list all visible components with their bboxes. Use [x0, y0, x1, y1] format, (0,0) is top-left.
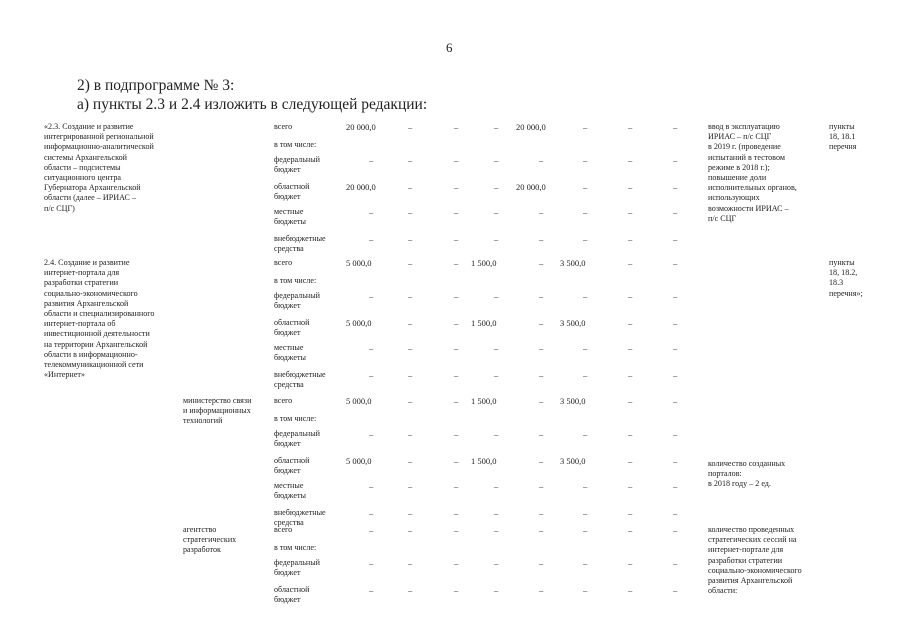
dash-cell: –: [673, 558, 678, 568]
dash-cell: –: [454, 558, 459, 568]
dash-cell: –: [628, 429, 633, 439]
dash-cell: –: [583, 429, 588, 439]
dash-cell: –: [539, 456, 544, 466]
dash-cell: –: [494, 207, 499, 217]
dash-cell: –: [454, 155, 459, 165]
dash-cell: –: [539, 318, 544, 328]
dash-cell: –: [583, 508, 588, 518]
funding-label-federal: бюджет: [274, 568, 301, 578]
funding-value: 5 000,0: [346, 318, 372, 328]
item-2-3-result: п/с СЦГ: [708, 213, 737, 223]
funding-label-oblast: областной: [274, 182, 310, 191]
dash-cell: –: [583, 155, 588, 165]
agency-result: разработки стратегии: [708, 555, 783, 565]
dash-cell: –: [408, 396, 413, 406]
funding-value: 1 500,0: [471, 318, 497, 328]
dash-cell: –: [583, 558, 588, 568]
item-2-3-name: Губернатора Архангельской: [44, 183, 141, 193]
dash-cell: –: [583, 343, 588, 353]
item-2-3-result: ИРИАС – п/с СЦГ: [708, 132, 772, 142]
funding-label-federal: федеральный: [274, 155, 320, 164]
funding-label-mestnye: бюджеты: [274, 491, 306, 501]
dash-cell: –: [673, 258, 678, 268]
dash-cell: –: [454, 429, 459, 439]
dash-cell: –: [408, 585, 413, 595]
item-2-3-ref: 18, 18.1: [829, 132, 856, 142]
funding-value: 5 000,0: [346, 396, 372, 406]
funding-label-federal: федеральный: [274, 429, 320, 438]
funding-label-mestnye: местные: [274, 207, 304, 216]
dash-cell: –: [454, 258, 459, 268]
dash-cell: –: [369, 481, 374, 491]
item-2-4-name: интернет-портала для: [44, 268, 120, 278]
dash-cell: –: [583, 207, 588, 217]
item-2-4-name: разработки стратегии: [44, 278, 119, 288]
dash-cell: –: [454, 481, 459, 491]
dash-cell: –: [494, 182, 499, 192]
item-2-4-name: инвестиционной деятельности: [44, 329, 150, 339]
dash-cell: –: [673, 585, 678, 595]
item-2-3-ref: перечня: [829, 142, 857, 152]
ministry-name: министерство связи: [183, 396, 252, 405]
funding-label-tom_chisle: в том числе:: [274, 543, 317, 552]
funding-label-tom_chisle: в том числе:: [274, 140, 317, 149]
funding-label-vneb: средства: [274, 518, 304, 528]
item-2-4-name: телекоммуникационной сети: [44, 360, 144, 369]
dash-cell: –: [454, 508, 459, 518]
dash-cell: –: [583, 481, 588, 491]
dash-cell: –: [408, 508, 413, 518]
agency-name: разработок: [183, 545, 221, 555]
dash-cell: –: [673, 155, 678, 165]
dash-cell: –: [628, 318, 633, 328]
item-2-4-name: «Интернет»: [44, 370, 85, 380]
funding-label-federal: бюджет: [274, 301, 301, 311]
dash-cell: –: [628, 291, 633, 301]
dash-cell: –: [673, 343, 678, 353]
dash-cell: –: [454, 343, 459, 353]
funding-label-oblast: бюджет: [274, 466, 301, 476]
dash-cell: –: [369, 429, 374, 439]
funding-label-vsego: всего: [274, 258, 293, 267]
item-2-3-name: информационно-аналитической: [44, 142, 154, 152]
funding-label-oblast: бюджет: [274, 595, 301, 605]
ministry-result: порталов:: [708, 469, 742, 479]
agency-result: области:: [708, 586, 738, 596]
dash-cell: –: [369, 207, 374, 217]
dash-cell: –: [539, 429, 544, 439]
dash-cell: –: [408, 558, 413, 568]
dash-cell: –: [408, 207, 413, 217]
item-2-4-name: области и специализированного: [44, 309, 155, 318]
dash-cell: –: [628, 508, 633, 518]
dash-cell: –: [454, 585, 459, 595]
funding-label-vsego: всего: [274, 525, 293, 534]
dash-cell: –: [494, 585, 499, 595]
dash-cell: –: [494, 343, 499, 353]
item-2-4-name: 2.4. Создание и развитие: [44, 258, 130, 267]
dash-cell: –: [408, 525, 413, 535]
dash-cell: –: [369, 585, 374, 595]
dash-cell: –: [494, 429, 499, 439]
item-2-3-result: возможности ИРИАС –: [708, 203, 789, 213]
funding-label-mestnye: местные: [274, 343, 304, 352]
dash-cell: –: [673, 182, 678, 192]
dash-cell: –: [583, 234, 588, 244]
dash-cell: –: [494, 370, 499, 380]
agency-result: количество проведенных: [708, 525, 795, 534]
heading-instruction: а) пункты 2.3 и 2.4 изложить в следующей редакции:: [77, 96, 428, 113]
dash-cell: –: [673, 234, 678, 244]
dash-cell: –: [539, 207, 544, 217]
funding-label-vsego: всего: [274, 122, 293, 131]
ministry-result: количество созданных: [708, 459, 786, 468]
item-2-3-result: испытаний в тестовом: [708, 152, 785, 162]
dash-cell: –: [539, 585, 544, 595]
item-2-4-name: области в информационно-: [44, 349, 138, 359]
item-2-3-name: интегрированной региональной: [44, 132, 154, 142]
dash-cell: –: [454, 456, 459, 466]
dash-cell: –: [494, 155, 499, 165]
funding-label-oblast: областной: [274, 585, 310, 594]
dash-cell: –: [628, 207, 633, 217]
dash-cell: –: [454, 234, 459, 244]
item-2-3-name: области (далее – ИРИАС –: [44, 193, 136, 203]
dash-cell: –: [539, 234, 544, 244]
dash-cell: –: [454, 370, 459, 380]
funding-label-vsego: всего: [274, 396, 293, 405]
funding-label-oblast: областной: [274, 318, 310, 327]
dash-cell: –: [673, 207, 678, 217]
dash-cell: –: [628, 234, 633, 244]
dash-cell: –: [408, 122, 413, 132]
dash-cell: –: [454, 182, 459, 192]
funding-value: 1 500,0: [471, 456, 497, 466]
item-2-3-result: режиме в 2018 г.);: [708, 162, 770, 172]
dash-cell: –: [539, 291, 544, 301]
funding-value: 3 500,0: [560, 456, 586, 466]
item-2-3-result: повышение доли: [708, 173, 767, 182]
item-2-3-result: в 2019 г. (проведение: [708, 142, 781, 152]
dash-cell: –: [673, 370, 678, 380]
dash-cell: –: [408, 343, 413, 353]
page-number: 6: [446, 40, 453, 55]
dash-cell: –: [369, 155, 374, 165]
dash-cell: –: [628, 122, 633, 132]
dash-cell: –: [454, 318, 459, 328]
funding-label-vneb: внебюджетные: [274, 370, 326, 379]
dash-cell: –: [628, 456, 633, 466]
dash-cell: –: [454, 207, 459, 217]
agency-result: стратегических сессий на: [708, 535, 797, 545]
dash-cell: –: [408, 481, 413, 491]
dash-cell: –: [628, 481, 633, 491]
funding-value: 3 500,0: [560, 318, 586, 328]
item-2-3-name: п/с СЦГ): [44, 203, 75, 213]
dash-cell: –: [539, 481, 544, 491]
dash-cell: –: [494, 122, 499, 132]
dash-cell: –: [673, 396, 678, 406]
dash-cell: –: [408, 155, 413, 165]
dash-cell: –: [673, 481, 678, 491]
agency-result: развития Архангельской: [708, 576, 793, 585]
funding-value: 20 000,0: [516, 122, 546, 132]
dash-cell: –: [539, 558, 544, 568]
dash-cell: –: [494, 291, 499, 301]
dash-cell: –: [628, 585, 633, 595]
ministry-result: в 2018 году – 2 ед.: [708, 479, 771, 489]
item-2-3-result: использующих: [708, 193, 760, 203]
dash-cell: –: [539, 525, 544, 535]
funding-label-oblast: бюджет: [274, 192, 301, 202]
funding-label-vneb: внебюджетные: [274, 508, 326, 517]
item-2-3-name: «2.3. Создание и развитие: [44, 122, 134, 131]
item-2-4-name: интернет-портала об: [44, 319, 116, 329]
dash-cell: –: [673, 456, 678, 466]
item-2-3-name: системы Архангельской: [44, 152, 128, 162]
dash-cell: –: [628, 558, 633, 568]
dash-cell: –: [408, 456, 413, 466]
funding-value: 1 500,0: [471, 258, 497, 268]
ministry-name: технологий: [183, 416, 223, 426]
dash-cell: –: [673, 429, 678, 439]
dash-cell: –: [628, 182, 633, 192]
dash-cell: –: [673, 318, 678, 328]
dash-cell: –: [369, 370, 374, 380]
funding-label-federal: федеральный: [274, 558, 320, 567]
dash-cell: –: [369, 508, 374, 518]
funding-label-federal: федеральный: [274, 291, 320, 300]
dash-cell: –: [673, 291, 678, 301]
dash-cell: –: [628, 258, 633, 268]
dash-cell: –: [369, 343, 374, 353]
dash-cell: –: [539, 508, 544, 518]
dash-cell: –: [583, 525, 588, 535]
funding-label-mestnye: бюджеты: [274, 353, 306, 363]
agency-result: интернет-портале для: [708, 545, 784, 555]
dash-cell: –: [628, 155, 633, 165]
funding-value: 1 500,0: [471, 396, 497, 406]
funding-value: 5 000,0: [346, 456, 372, 466]
funding-label-federal: бюджет: [274, 165, 301, 175]
dash-cell: –: [673, 508, 678, 518]
dash-cell: –: [628, 396, 633, 406]
dash-cell: –: [494, 481, 499, 491]
dash-cell: –: [583, 182, 588, 192]
item-2-4-ref: 18.3: [829, 278, 844, 288]
dash-cell: –: [408, 370, 413, 380]
dash-cell: –: [628, 525, 633, 535]
funding-label-vneb: средства: [274, 380, 304, 390]
agency-name: агентство: [183, 525, 217, 534]
dash-cell: –: [369, 558, 374, 568]
dash-cell: –: [454, 291, 459, 301]
dash-cell: –: [539, 396, 544, 406]
item-2-4-ref: пункты: [829, 258, 855, 267]
dash-cell: –: [583, 585, 588, 595]
agency-name: стратегических: [183, 535, 237, 545]
funding-label-tom_chisle: в том числе:: [274, 276, 317, 285]
dash-cell: –: [494, 525, 499, 535]
dash-cell: –: [539, 370, 544, 380]
dash-cell: –: [673, 525, 678, 535]
funding-label-tom_chisle: в том числе:: [274, 414, 317, 423]
dash-cell: –: [454, 525, 459, 535]
dash-cell: –: [673, 122, 678, 132]
funding-value: 3 500,0: [560, 396, 586, 406]
dash-cell: –: [539, 258, 544, 268]
funding-label-mestnye: местные: [274, 481, 304, 490]
funding-label-oblast: бюджет: [274, 328, 301, 338]
dash-cell: –: [583, 122, 588, 132]
dash-cell: –: [494, 558, 499, 568]
dash-cell: –: [494, 234, 499, 244]
item-2-3-result: ввод в эксплуатацию: [708, 122, 780, 131]
item-2-4-ref: перечня»;: [829, 288, 863, 298]
heading-subprogram: 2) в подпрограмме № 3:: [77, 77, 235, 94]
dash-cell: –: [628, 343, 633, 353]
dash-cell: –: [408, 234, 413, 244]
funding-value: 20 000,0: [346, 182, 376, 192]
agency-result: социально-экономического: [708, 565, 802, 575]
dash-cell: –: [494, 508, 499, 518]
item-2-3-ref: пункты: [829, 122, 855, 131]
funding-label-vneb: средства: [274, 244, 304, 254]
dash-cell: –: [369, 234, 374, 244]
dash-cell: –: [408, 258, 413, 268]
dash-cell: –: [408, 182, 413, 192]
item-2-4-name: на территории Архангельской: [44, 339, 148, 349]
dash-cell: –: [454, 122, 459, 132]
funding-label-federal: бюджет: [274, 439, 301, 449]
funding-value: 20 000,0: [346, 122, 376, 132]
dash-cell: –: [583, 291, 588, 301]
item-2-4-name: развития Архангельской: [44, 298, 129, 308]
dash-cell: –: [369, 525, 374, 535]
funding-label-mestnye: бюджеты: [274, 217, 306, 227]
funding-label-vneb: внебюджетные: [274, 234, 326, 243]
dash-cell: –: [408, 318, 413, 328]
dash-cell: –: [539, 155, 544, 165]
item-2-3-name: области – подсистемы: [44, 162, 121, 172]
funding-value: 3 500,0: [560, 258, 586, 268]
dash-cell: –: [408, 429, 413, 439]
funding-value: 20 000,0: [516, 182, 546, 192]
item-2-4-ref: 18, 18.2,: [829, 268, 858, 278]
dash-cell: –: [583, 370, 588, 380]
dash-cell: –: [628, 370, 633, 380]
dash-cell: –: [539, 343, 544, 353]
item-2-4-name: социально-экономического: [44, 288, 138, 298]
dash-cell: –: [369, 291, 374, 301]
dash-cell: –: [408, 291, 413, 301]
funding-label-oblast: областной: [274, 456, 310, 465]
item-2-3-name: ситуационного центра: [44, 173, 122, 182]
dash-cell: –: [454, 396, 459, 406]
item-2-3-result: исполнительных органов,: [708, 183, 797, 193]
funding-value: 5 000,0: [346, 258, 372, 268]
ministry-name: и информационных: [183, 406, 251, 416]
